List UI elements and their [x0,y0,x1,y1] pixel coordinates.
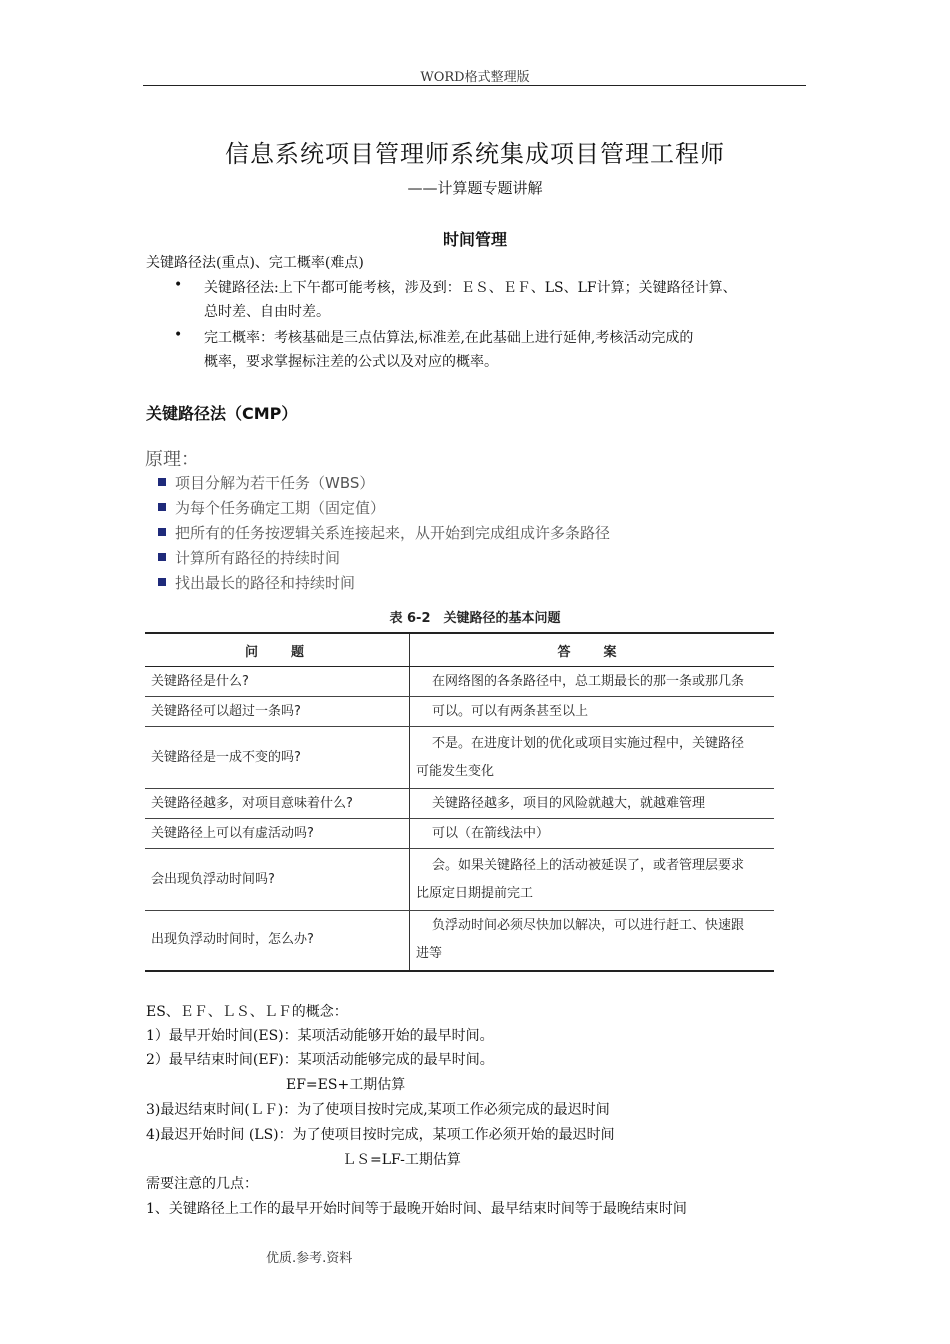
critical-path-table [145,632,774,972]
bullet-dot: • [174,277,183,293]
square-bullet-icon [158,503,166,511]
section-title: 时间管理 [442,230,507,249]
principle-item: 把所有的任务按逻辑关系连接起来，从开始到完成组成许多条路径 [158,522,610,543]
answer-cell: 不是。在进度计划的优化或项目实施过程中，关键路径 可能发生变化 [410,727,775,789]
header-rule [143,85,806,86]
square-bullet-icon [158,478,166,486]
table-row [145,911,774,971]
square-bullet-icon [158,578,166,586]
question-cell: 关键路径是什么? [145,667,410,697]
concept-ef: 2）最早结束时间(EF)：某项活动能够完成的最早时间。 [146,1052,494,1068]
principle-item: 找出最长的路径和持续时间 [158,572,355,593]
question-cell: 关键路径是一成不变的吗? [145,727,410,789]
answer-cell: 会。如果关键路径上的活动被延误了，或者管理层要求 比原定日期提前完工 [410,849,775,911]
question-cell: 出现负浮动时间时，怎么办? [145,911,410,971]
concepts-heading: ES、ＥＦ、ＬＳ、ＬＦ的概念： [146,1004,348,1020]
column-header-answer: 答 案 [410,633,775,667]
principle-item: 计算所有路径的持续时间 [158,547,340,568]
square-bullet-icon [158,528,166,536]
column-header-question: 问 题 [145,633,410,667]
intro-line: 关键路径法(重点)、完工概率(难点) [146,255,364,271]
document-subtitle: ——计算题专题讲解 [407,179,543,197]
formula-ef: EF=ES+工期估算 [286,1077,406,1093]
answer-cell: 在网络图的各条路径中，总工期最长的那一条或那几条 [410,667,775,697]
answer-cell: 负浮动时间必须尽快加以解决，可以进行赶工、快速跟 进等 [410,911,775,971]
answer-cell: 可以（在箭线法中） [410,819,775,849]
question-cell: 关键路径可以超过一条吗? [145,697,410,727]
bullet-dot: • [174,327,183,343]
principle-label: 原理： [145,449,199,470]
concept-ls: 4)最迟开始时间 (LS)：为了使项目按时完成，某项工作必须开始的最迟时间 [146,1127,615,1143]
bullet-1-line-1: 关键路径法:上下午都可能考核，涉及到：ＥＳ、ＥＦ、LS、LF计算；关键路径计算、 [204,280,737,296]
concept-es: 1）最早开始时间(ES)：某项活动能够开始的最早时间。 [146,1028,494,1044]
bullet-2-line-1: 完工概率：考核基础是三点估算法,标准差,在此基础上进行延伸,考核活动完成的 [204,330,694,346]
table-row [145,697,774,727]
concept-lf: 3)最迟结束时间(ＬＦ)：为了使项目按时完成,某项工作必须完成的最迟时间 [146,1102,610,1118]
table-row [145,819,774,849]
table-row [145,789,774,819]
formula-ls: ＬＳ=LF-工期估算 [342,1152,461,1168]
note-1: 1、关键路径上工作的最早开始时间等于最晚开始时间、最早结束时间等于最晚结束时间 [146,1201,687,1217]
table-row [145,849,774,911]
question-cell: 关键路径越多，对项目意味着什么? [145,789,410,819]
bullet-2-line-2: 概率，要求掌握标注差的公式以及对应的概率。 [204,354,498,370]
table-caption: 表 6-2 关键路径的基本问题 [389,611,561,626]
document-title: 信息系统项目管理师系统集成项目管理工程师 [225,140,725,168]
principle-item: 项目分解为若干任务（WBS） [158,472,374,493]
bullet-1-line-2: 总时差、自由时差。 [204,304,330,320]
answer-cell: 可以。可以有两条甚至以上 [410,697,775,727]
principle-item: 为每个任务确定工期（固定值） [158,497,385,518]
question-cell: 关键路径上可以有虚活动吗? [145,819,410,849]
table-row [145,727,774,789]
table-header-row [145,633,774,667]
notes-heading: 需要注意的几点： [146,1176,258,1192]
page-header: WORD格式整理版 [420,70,530,85]
page-footer: 优质.参考.资料 [266,1251,353,1266]
table-row [145,667,774,697]
question-cell: 会出现负浮动时间吗? [145,849,410,911]
answer-cell: 关键路径越多，项目的风险就越大，就越难管理 [410,789,775,819]
cmp-heading: 关键路径法（CMP） [146,404,298,423]
square-bullet-icon [158,553,166,561]
